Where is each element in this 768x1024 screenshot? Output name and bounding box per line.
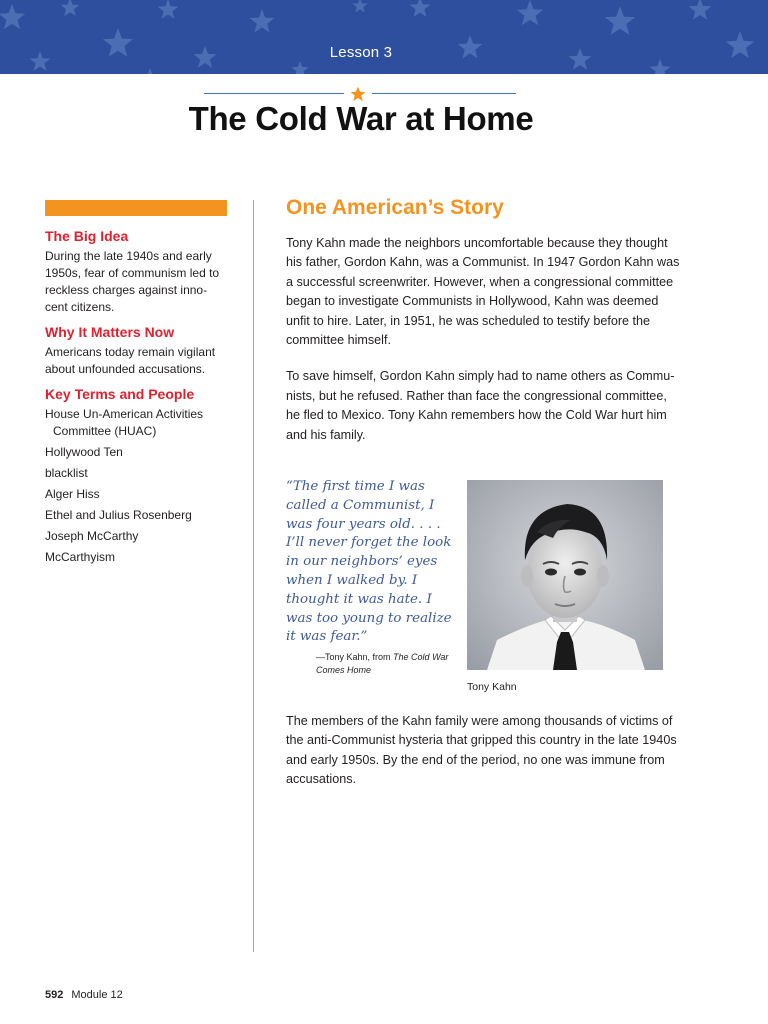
quote-source bbox=[316, 651, 454, 677]
title-rule-right bbox=[372, 93, 516, 94]
why-it-matters-heading: Why It Matters Now bbox=[45, 324, 175, 340]
banner-star bbox=[726, 31, 755, 58]
banner-star bbox=[605, 6, 635, 35]
quote-source-title: The Cold War Comes Home bbox=[316, 652, 449, 676]
module-label: Module 12 bbox=[71, 989, 123, 1001]
banner-star bbox=[291, 61, 308, 74]
key-term: Ethel and Julius Rosenberg bbox=[45, 508, 192, 522]
key-term: Hollywood Ten bbox=[45, 445, 123, 459]
key-terms-list bbox=[45, 406, 227, 566]
banner-star bbox=[517, 0, 544, 25]
photo-caption: Tony Kahn bbox=[467, 681, 517, 693]
banner-star bbox=[141, 68, 160, 74]
sidebar-accent-bar bbox=[45, 200, 227, 216]
banner-star bbox=[250, 9, 275, 33]
stars-pattern bbox=[0, 0, 768, 74]
banner-star bbox=[61, 0, 80, 16]
banner-star bbox=[751, 73, 768, 74]
key-term: Joseph McCarthy bbox=[45, 529, 139, 543]
quote-text: “The first time I was called a Communist, I was four years old. . . . I’ll never forget the look in our neighbors’ eyes when I walked by. I thought it was hate. I was too young to realize it was fear.” bbox=[286, 479, 452, 645]
banner-star bbox=[410, 0, 431, 17]
page-title: The Cold War at Home bbox=[188, 100, 534, 137]
column-divider bbox=[253, 200, 254, 952]
banner-star bbox=[650, 59, 671, 74]
story-heading: One American’s Story bbox=[286, 196, 504, 219]
lesson-label: Lesson 3 bbox=[329, 44, 393, 61]
key-term: McCarthyism bbox=[45, 550, 116, 564]
why-it-matters-text: Americans today remain vigilant about unfounded accusations. bbox=[45, 345, 216, 376]
story-paragraph: Tony Kahn made the neighbors uncomfortable because they thought his father, Gordon Kahn, was a Communist. In 1947 Gordon Kahn was a successful screenwriter. However, when a congressional committee began to investigate Communists in Hollywood, Kahn was deemed unfit to hire. Later, in 1951, he was scheduled to testify before the committee himself. bbox=[286, 236, 680, 348]
story-section bbox=[286, 196, 682, 462]
story-paragraph: The members of the Kahn family were among thousands of victims of the anti-Communist hysteria that gripped this country in the late 1940s and early 1950s. By the end of the period, no one was immune from accusations. bbox=[286, 714, 677, 787]
story-conclusion bbox=[286, 712, 682, 807]
banner-star bbox=[689, 0, 712, 20]
key-term: Alger Hiss bbox=[45, 487, 100, 501]
portrait-photo bbox=[467, 480, 663, 670]
story-paragraph: To save himself, Gordon Kahn simply had to name others as Commu-nists, but he refused. Rather than face the congressional committee, he fled to Mexico. Tony Kahn remembers how the Cold War hurt him and his family. bbox=[286, 369, 675, 442]
pull-quote bbox=[286, 478, 454, 677]
page-footer bbox=[45, 989, 123, 1001]
big-idea-text: During the late 1940s and early 1950s, fear of communism led to reckless charges against inno-cent citizens. bbox=[45, 249, 220, 314]
key-terms-heading: Key Terms and People bbox=[45, 386, 195, 402]
big-idea-heading: The Big Idea bbox=[45, 228, 129, 244]
page-number: 592 bbox=[45, 989, 64, 1001]
sidebar bbox=[45, 200, 227, 570]
title-rule-left bbox=[204, 93, 344, 94]
lesson-banner bbox=[0, 0, 768, 74]
banner-star bbox=[0, 4, 25, 29]
banner-star bbox=[352, 0, 367, 13]
key-term: House Un-American Activities Committee (HUAC) bbox=[45, 407, 204, 438]
quote-source-author: —Tony Kahn, from bbox=[316, 652, 394, 663]
key-term: blacklist bbox=[45, 466, 88, 480]
banner-star bbox=[158, 0, 179, 19]
